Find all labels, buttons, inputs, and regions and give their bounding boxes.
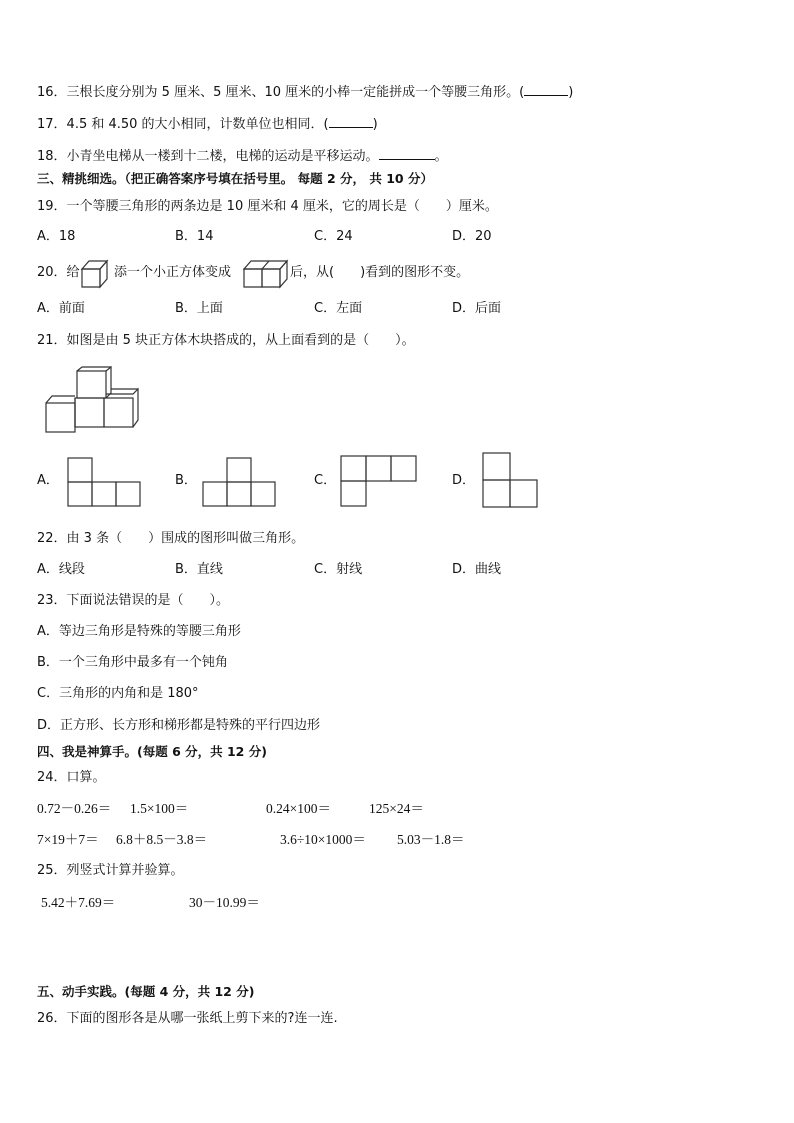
option-21-b-figure[interactable] xyxy=(202,457,282,509)
option-22-d[interactable]: D．曲线 xyxy=(452,562,502,577)
section-4-heading: 四、我是神算手。(每题 6 分，共 12 分) xyxy=(37,744,267,759)
question-24-stem: 24．口算。 xyxy=(37,770,106,785)
option-21-c-label[interactable]: C． xyxy=(314,473,337,488)
option-21-c-figure[interactable] xyxy=(340,455,420,509)
calc-24-7: 3.6÷10×1000＝ xyxy=(280,832,366,847)
calc-24-4: 125×24＝ xyxy=(369,801,424,816)
question-17-text: 17．4.5 和 4.50 的大小相同，计数单位也相同．( xyxy=(37,117,329,132)
question-22-stem: 22．由 3 条（ ）围成的图形叫做三角形。 xyxy=(37,531,305,546)
question-16 xyxy=(37,82,573,102)
option-21-a-figure[interactable] xyxy=(67,457,143,509)
option-23-d[interactable]: D．正方形、长方形和梯形都是特殊的平行四边形 xyxy=(37,718,321,733)
option-19-c[interactable]: C．24 xyxy=(314,229,353,244)
question-20-mid: 添一个小正方体变成 xyxy=(114,265,232,280)
calc-24-3: 0.24×100＝ xyxy=(266,801,331,816)
question-20-pre: 20．给 xyxy=(37,265,80,280)
question-18-text: 18．小青坐电梯从一楼到十二楼，电梯的运动是平移运动。 xyxy=(37,149,379,164)
calc-24-6: 6.8＋8.5－3.8＝ xyxy=(116,832,208,847)
option-21-d-figure[interactable] xyxy=(482,452,542,510)
calc-24-5: 7×19＋7＝ xyxy=(37,832,99,847)
option-20-c[interactable]: C．左面 xyxy=(314,301,363,316)
calc-24-8: 5.03－1.8＝ xyxy=(397,832,465,847)
single-cube-figure xyxy=(80,257,110,289)
question-19-stem: 19．一个等腰三角形的两条边是 10 厘米和 4 厘米，它的周长是（ ）厘米。 xyxy=(37,199,498,214)
option-21-b-label[interactable]: B． xyxy=(175,473,197,488)
option-22-a[interactable]: A．线段 xyxy=(37,562,85,577)
question-25-stem: 25．列竖式计算并验算。 xyxy=(37,863,184,878)
option-20-a[interactable]: A．前面 xyxy=(37,301,85,316)
option-20-b[interactable]: B．上面 xyxy=(175,301,223,316)
question-21-stem: 21．如图是由 5 块正方体木块搭成的，从上面看到的是（ ）。 xyxy=(37,333,415,348)
calc-24-2: 1.5×100＝ xyxy=(130,801,189,816)
question-16-text: 16．三根长度分别为 5 厘米、5 厘米、10 厘米的小棒一定能拼成一个等腰三角形。( xyxy=(37,85,525,100)
option-19-a[interactable]: A．18 xyxy=(37,229,76,244)
answer-blank-18[interactable] xyxy=(379,146,435,160)
option-23-b[interactable]: B．一个三角形中最多有一个钝角 xyxy=(37,655,228,670)
option-20-d[interactable]: D．后面 xyxy=(452,301,502,316)
calc-25-2: 30－10.99＝ xyxy=(189,895,260,910)
question-17-close: ) xyxy=(372,117,378,132)
option-21-a-label[interactable]: A． xyxy=(37,473,59,488)
answer-blank-17[interactable] xyxy=(329,114,373,128)
question-20-post: 后，从( )看到的图形不变。 xyxy=(290,265,470,280)
question-18-close: 。 xyxy=(434,149,448,164)
option-19-b[interactable]: B．14 xyxy=(175,229,214,244)
question-17 xyxy=(37,114,378,134)
option-23-a[interactable]: A．等边三角形是特殊的等腰三角形 xyxy=(37,624,241,639)
five-cube-figure xyxy=(44,367,144,437)
option-23-c[interactable]: C．三角形的内角和是 180° xyxy=(37,686,199,701)
question-16-close: ) xyxy=(568,85,574,100)
option-19-d[interactable]: D．20 xyxy=(452,229,492,244)
question-18 xyxy=(37,146,448,166)
option-22-b[interactable]: B．直线 xyxy=(175,562,223,577)
question-26-stem: 26．下面的图形各是从哪一张纸上剪下来的?连一连. xyxy=(37,1011,338,1026)
option-21-d-label[interactable]: D． xyxy=(452,473,476,488)
two-cube-figure xyxy=(242,257,288,289)
question-23-stem: 23．下面说法错误的是（ ）。 xyxy=(37,593,230,608)
answer-blank-16[interactable] xyxy=(524,82,568,96)
section-5-heading: 五、动手实践。(每题 4 分，共 12 分) xyxy=(37,984,255,999)
option-22-c[interactable]: C．射线 xyxy=(314,562,363,577)
section-3-heading: 三、精挑细选。（把正确答案序号填在括号里。 每题 2 分， 共 10 分） xyxy=(37,171,433,186)
calc-25-1: 5.42＋7.69＝ xyxy=(41,895,116,910)
calc-24-1: 0.72－0.26＝ xyxy=(37,801,112,816)
